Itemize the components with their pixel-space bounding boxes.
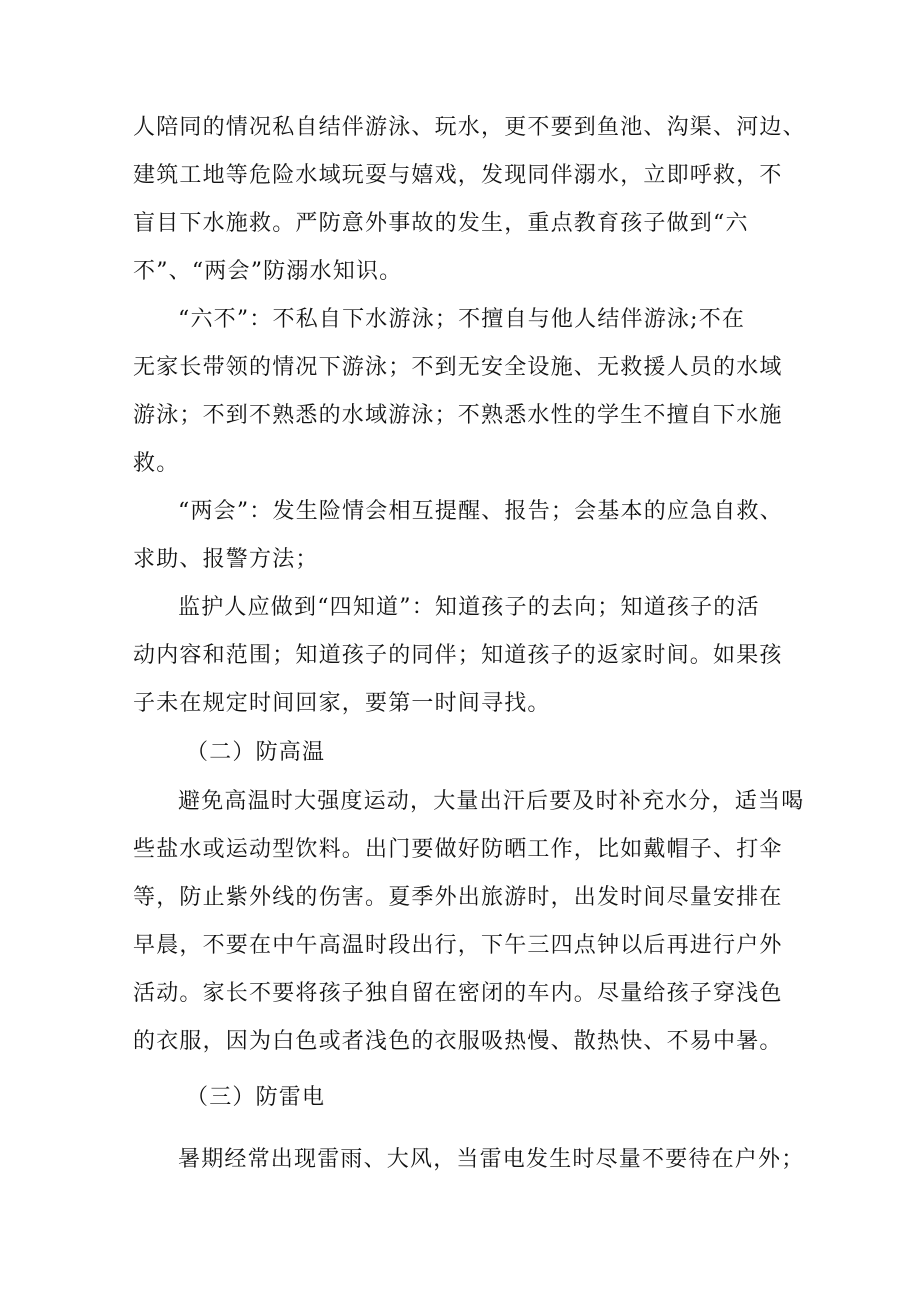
section-heading: （二）防高温 [186, 740, 326, 765]
text-line: 无家长带领的情况下游泳；不到无安全设施、无救援人员的水域 [133, 355, 783, 380]
section-heading: （三）防雷电 [186, 1085, 326, 1110]
text-line: 不”、“两会”防溺水知识。 [133, 259, 403, 284]
text-line: “六不”：不私自下水游泳；不擅自与他人结伴游泳;不在 [178, 307, 746, 332]
text-line: 避免高温时大强度运动，大量出汗后要及时补充水分，适当喝 [178, 789, 805, 814]
text-line: 求助、报警方法； [133, 547, 319, 572]
text-line: 的衣服，因为白色或者浅色的衣服吸热慢、散热快、不易中暑。 [133, 1029, 783, 1054]
text-line: 动内容和范围；知道孩子的同伴；知道孩子的返家时间。如果孩 [133, 643, 783, 668]
text-line: 救。 [133, 451, 180, 476]
text-line: 建筑工地等危险水域玩耍与嬉戏，发现同伴溺水，立即呼救，不 [133, 163, 783, 188]
text-line: 暑期经常出现雷雨、大风，当雷电发生时尽量不要待在户外； [178, 1147, 805, 1172]
text-line: 人陪同的情况私自结伴游泳、玩水，更不要到鱼池、沟渠、河边、 [133, 115, 806, 140]
text-line: 游泳；不到不熟悉的水域游泳；不熟悉水性的学生不擅自下水施 [133, 403, 783, 428]
text-line: 活动。家长不要将孩子独自留在密闭的车内。尽量给孩子穿浅色 [133, 981, 783, 1006]
text-line: 子未在规定时间回家，要第一时间寻找。 [133, 691, 551, 716]
text-line: 等，防止紫外线的伤害。夏季外出旅游时，出发时间尽量安排在 [133, 885, 783, 910]
text-line: 监护人应做到“四知道”：知道孩子的去向；知道孩子的活 [178, 595, 760, 620]
text-line: 些盐水或运动型饮料。出门要做好防晒工作，比如戴帽子、打伞 [133, 837, 783, 862]
text-line: 盲目下水施救。严防意外事故的发生，重点教育孩子做到“六 [133, 211, 749, 236]
text-line: 早晨，不要在中午高温时段出行，下午三四点钟以后再进行户外 [133, 933, 783, 958]
text-line: “两会”：发生险情会相互提醒、报告；会基本的应急自救、 [178, 499, 783, 524]
